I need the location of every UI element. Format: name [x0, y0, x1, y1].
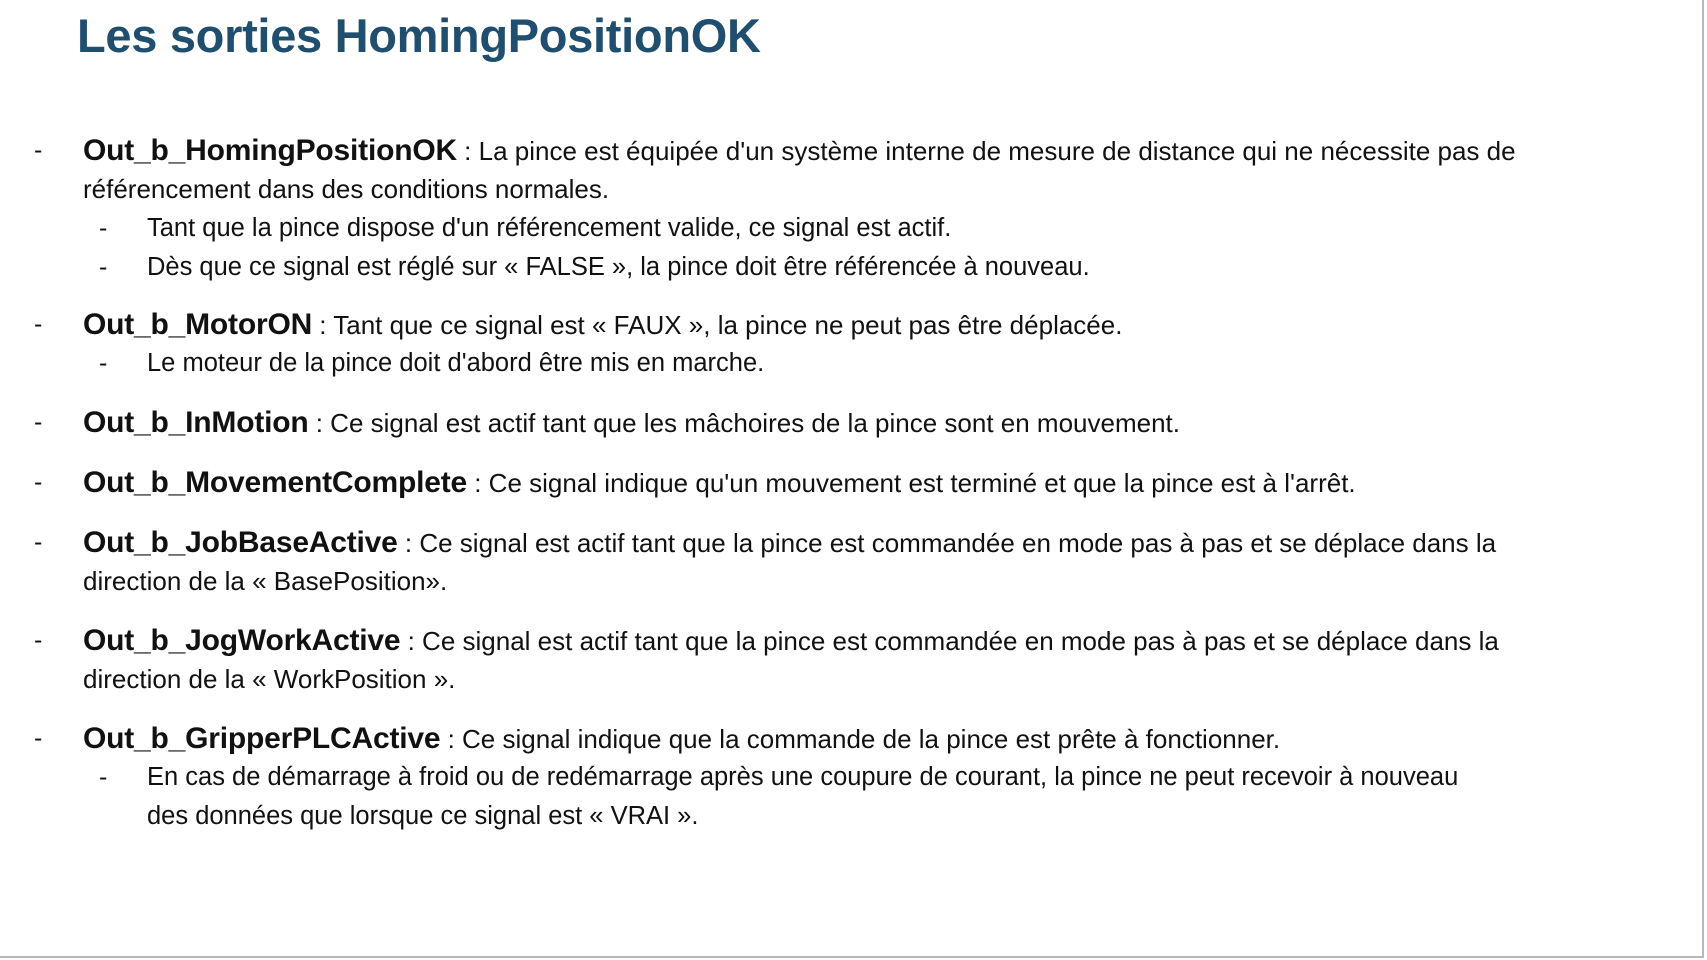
bullet-dash: - [34, 626, 43, 654]
bullet-dash: - [34, 724, 43, 752]
sub-bullet-dash: - [99, 349, 108, 377]
sub-bullet-row-continuation [0, 797, 1704, 836]
bullet-row [0, 523, 1704, 562]
sub-bullet-row [0, 344, 1704, 383]
bullet-item-homing-position-ok [0, 131, 1704, 287]
bullet-row [0, 131, 1704, 170]
signal-description: : Tant que ce signal est « FAUX », la pince ne peut pas être déplacée. [312, 310, 1123, 340]
sub-bullet-text: Le moteur de la pince doit d'abord être mis en marche. [147, 349, 765, 377]
bullet-text [83, 463, 1356, 503]
signal-description-continued: direction de la « BasePosition». [83, 566, 448, 596]
bullet-item-movement-complete [0, 463, 1704, 502]
signal-keyword: Out_b_MovementComplete [83, 466, 467, 499]
signal-description: : Ce signal est actif tant que la pince est commandée en mode pas à pas et se déplace dans la [400, 626, 1499, 656]
sub-bullet-text: Tant que la pince dispose d'un référencement valide, ce signal est actif. [147, 214, 952, 242]
bullet-row-continuation [0, 170, 1704, 209]
bullet-row-continuation [0, 660, 1704, 699]
bullet-text [83, 621, 1499, 661]
signal-description-continued: direction de la « WorkPosition ». [83, 664, 456, 694]
signal-description: : Ce signal indique qu'un mouvement est terminé et que la pince est à l'arrêt. [467, 468, 1356, 498]
bullet-item-motor-on [0, 305, 1704, 383]
bullet-dash: - [34, 310, 43, 338]
bullet-item-jog-work-active [0, 621, 1704, 699]
signal-keyword: Out_b_InMotion [83, 406, 309, 439]
signal-keyword: Out_b_JobBaseActive [83, 526, 398, 559]
bullet-row [0, 621, 1704, 660]
bullet-text [83, 131, 1516, 171]
slide-title: Les sorties HomingPositionOK [77, 9, 761, 62]
signal-description-continued: référencement dans des conditions normales. [83, 174, 610, 204]
bullet-item-job-base-active [0, 523, 1704, 601]
bullet-item-in-motion [0, 403, 1704, 442]
signal-description: : Ce signal indique que la commande de la pince est prête à fonctionner. [440, 724, 1281, 754]
sub-bullet-dash: - [99, 253, 108, 281]
bullet-dash: - [34, 408, 43, 436]
sub-bullet-row [0, 248, 1704, 287]
bullet-dash: - [34, 528, 43, 556]
signal-description: : Ce signal est actif tant que les mâchoires de la pince sont en mouvement. [308, 408, 1180, 438]
bullet-text [83, 403, 1180, 443]
sub-bullet-row [0, 758, 1704, 797]
sub-bullet-text-continued: des données que lorsque ce signal est « VRAI ». [147, 802, 699, 830]
signal-keyword: Out_b_JogWorkActive [83, 624, 401, 657]
bullet-row [0, 403, 1704, 442]
sub-bullet-text: En cas de démarrage à froid ou de redémarrage après une coupure de courant, la pince ne peut recevoir à nouveau [147, 763, 1459, 791]
bullet-dash: - [34, 136, 43, 164]
bullet-row-continuation [0, 562, 1704, 601]
signal-keyword: Out_b_HomingPositionOK [83, 134, 457, 167]
sub-bullet-dash: - [99, 763, 108, 791]
signal-keyword: Out_b_MotorON [83, 308, 313, 341]
sub-bullet-dash: - [99, 214, 108, 242]
sub-bullet-row [0, 209, 1704, 248]
sub-bullet-text: Dès que ce signal est réglé sur « FALSE », la pince doit être référencée à nouveau. [147, 253, 1090, 281]
bullet-row [0, 305, 1704, 344]
signal-keyword: Out_b_GripperPLCActive [83, 722, 441, 755]
bullet-text [83, 305, 1122, 345]
bullet-dash: - [34, 468, 43, 496]
signal-description: : La pince est équipée d'un système interne de mesure de distance qui ne nécessite pas de [456, 136, 1516, 166]
bullet-row [0, 719, 1704, 758]
signal-description: : Ce signal est actif tant que la pince est commandée en mode pas à pas et se déplace dans la [397, 528, 1497, 558]
bullet-row [0, 463, 1704, 502]
bullet-text [83, 523, 1496, 563]
bullet-text [83, 719, 1280, 759]
bullet-item-gripper-plc-active [0, 719, 1704, 836]
